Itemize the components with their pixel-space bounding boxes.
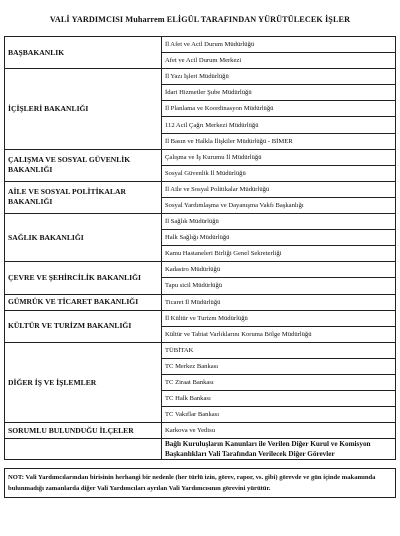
table-row xyxy=(5,214,396,230)
table-row xyxy=(5,181,396,197)
table-row xyxy=(5,439,396,460)
unit-cell: İl Aile ve Sosyal Politikalar Müdürlüğü xyxy=(162,181,396,197)
empty-cell xyxy=(5,439,162,460)
ministry-cell: ÇEVRE VE ŞEHİRCİLİK BAKANLIĞI xyxy=(5,262,162,294)
ministry-cell: DİĞER İŞ VE İŞLEMLER xyxy=(5,342,162,422)
unit-cell: İl Yazı İşleri Müdürlüğü xyxy=(162,69,396,85)
ministry-cell: SORUMLU BULUNDUĞU İLÇELER xyxy=(5,423,162,439)
unit-cell: TC Ziraat Bankası xyxy=(162,374,396,390)
unit-cell: TC Vakıflar Bankası xyxy=(162,407,396,423)
ministry-cell: KÜLTÜR VE TURİZM BAKANLIĞI xyxy=(5,310,162,342)
ministry-cell: AİLE VE SOSYAL POLİTİKALAR BAKANLIĞI xyxy=(5,181,162,213)
unit-cell: TC Halk Bankası xyxy=(162,391,396,407)
unit-cell: Tapu sicil Müdürlüğü xyxy=(162,278,396,294)
unit-cell: İl Sağlık Müdürlüğü xyxy=(162,214,396,230)
table-row xyxy=(5,262,396,278)
unit-cell: Sosyal Güvenlik İl Müdürlüğü xyxy=(162,165,396,181)
table-row xyxy=(5,423,396,439)
unit-cell: Sosyal Yardımlaşma ve Dayanışma Vakfı Başkanlığı xyxy=(162,197,396,213)
other-duties-cell: Bağlı Kuruluşların Kanunları ile Verilen Diğer Kurul ve Komisyon Başkanlıkları Vali Tarafından Verilecek Diğer Görevler xyxy=(162,439,396,460)
unit-cell: Halk Sağlığı Müdürlüğü xyxy=(162,230,396,246)
table-row xyxy=(5,69,396,85)
unit-cell: Afet ve Acil Durum Merkezi xyxy=(162,53,396,69)
unit-cell: Kadastro Müdürlüğü xyxy=(162,262,396,278)
duties-table xyxy=(4,36,396,460)
note-box: NOT: Vali Yardımcılarından birisinin herhangi bir nedenle (her türlü izin, görev, rapor, vs. gibi) görevde ve gün içinde makamında bulunmadığı zamanlarda diğer Vali Yardımcıları ayrılan Vali Yardımcısının görevini yürütür. xyxy=(4,468,396,498)
ministry-cell: BAŞBAKANLIK xyxy=(5,37,162,69)
unit-cell: Çalışma ve İş Kurumu İl Müdürlüğü xyxy=(162,149,396,165)
unit-cell: Karkova ve Yedisu xyxy=(162,423,396,439)
duties-table-body xyxy=(5,37,396,460)
unit-cell: İl Kültür ve Turizm Müdürlüğü xyxy=(162,310,396,326)
unit-cell: Ticaret İl Müdürlüğü xyxy=(162,294,396,310)
table-row xyxy=(5,342,396,358)
ministry-cell: ÇALIŞMA VE SOSYAL GÜVENLİK BAKANLIĞI xyxy=(5,149,162,181)
table-row xyxy=(5,294,396,310)
table-row xyxy=(5,310,396,326)
document-title: VALİ YARDIMCISI Muharrem ELİGÜL TARAFINDAN YÜRÜTÜLECEK İŞLER xyxy=(49,15,351,24)
unit-cell: İl Afet ve Acil Durum Müdürlüğü xyxy=(162,37,396,53)
unit-cell: İl Planlama ve Koordinasyon Müdürlüğü xyxy=(162,101,396,117)
unit-cell: TC Merkez Bankası xyxy=(162,358,396,374)
unit-cell: Kültür ve Tabiat Varlıklarını Koruma Bölge Müdürlüğü xyxy=(162,326,396,342)
ministry-cell: SAĞLIK BAKANLIĞI xyxy=(5,214,162,262)
table-row xyxy=(5,149,396,165)
table-row xyxy=(5,37,396,53)
unit-cell: İdari Hizmetler Şube Müdürlüğü xyxy=(162,85,396,101)
unit-cell: İl Basın ve Halkla İlişkiler Müdürlüğü - BİMER xyxy=(162,133,396,149)
unit-cell: 112 Acil Çağrı Merkezi Müdürlüğü xyxy=(162,117,396,133)
unit-cell: Kamu Hastaneleri Birliği Genel Sekreterliği xyxy=(162,246,396,262)
ministry-cell: İÇİŞLERİ BAKANLIĞI xyxy=(5,69,162,149)
ministry-cell: GÜMRÜK VE TİCARET BAKANLIĞI xyxy=(5,294,162,310)
unit-cell: TÜBİTAK xyxy=(162,342,396,358)
